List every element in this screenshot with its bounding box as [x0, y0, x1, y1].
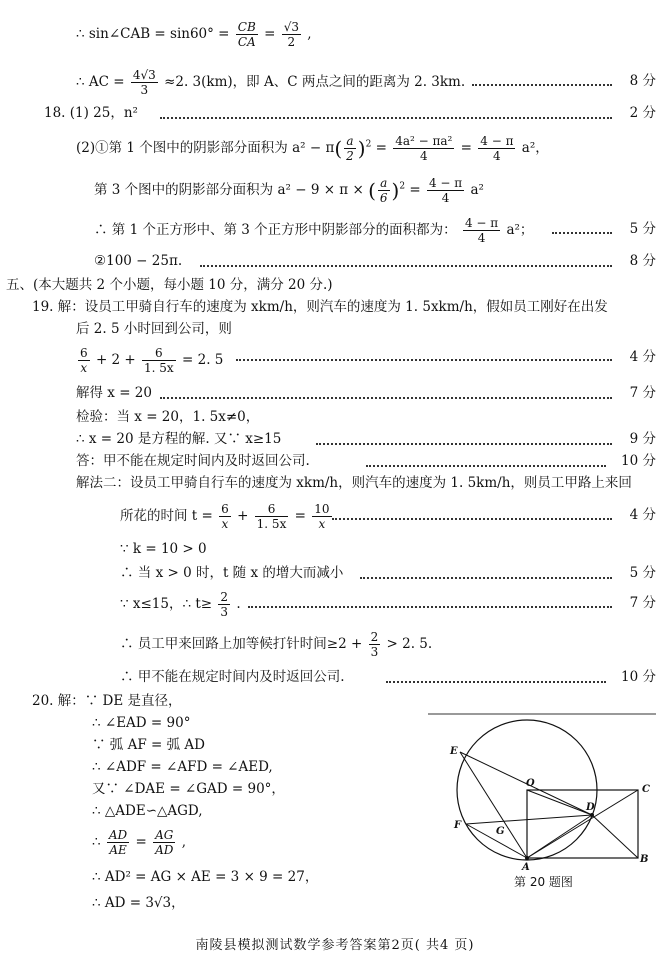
q19-m2-bound — [120, 590, 241, 619]
score: 4 分 — [629, 507, 656, 523]
score: 8 分 — [629, 73, 656, 89]
segment-ac — [527, 790, 638, 858]
text: = 2. 5 — [182, 352, 224, 368]
score: 10 分 — [621, 453, 656, 469]
text: a²； — [506, 222, 534, 238]
q20-l7 — [92, 828, 186, 857]
fraction: $\frac{2}{3}$ — [220, 590, 229, 619]
text: = — [135, 834, 152, 850]
q19-method2: 解法二：设员工甲骑自行车的速度为 xkm/h，则汽车的速度为 1. 5km/h，则员工甲路上来回 — [76, 475, 632, 491]
text: ∴ sin∠CAB = sin60° = — [76, 26, 234, 42]
text: = — [264, 26, 280, 42]
text: , — [307, 26, 312, 42]
label-f: F — [454, 820, 462, 831]
q20-l8: ∴ AD² = AG × AE = 3 × 9 = 27， — [92, 869, 319, 885]
q19-check: 检验：当 x = 20，1. 5x≠0， — [76, 409, 260, 425]
q19-m2-answer: ∴ 甲不能在规定时间内及时返回公司. — [120, 669, 345, 685]
q20-l6: ∴ △ADE∽△AGD, — [92, 803, 203, 819]
q19-root: ∴ x = 20 是方程的解. 又∵ x≥15 — [76, 431, 282, 447]
text: ≈2. 3(km)，即 A、C 两点之间的距离为 2. 3km. — [164, 74, 466, 90]
fraction: $\frac{4 - \pi}{4}$ — [480, 134, 514, 163]
text: = — [294, 508, 311, 524]
text: ∵ x≤15，∴ t≥ — [120, 596, 213, 612]
label-d: D — [586, 802, 595, 813]
q20-l9: ∴ AD = 3√3， — [92, 895, 185, 911]
geometry-diagram — [428, 712, 658, 892]
score: 7 分 — [629, 385, 656, 401]
fraction: $\frac{√3}{2}$ — [283, 20, 299, 49]
score: 8 分 — [629, 253, 656, 269]
text: 所花的时间 t = — [120, 508, 218, 524]
point-a-dot — [525, 856, 529, 860]
label-o: O — [526, 778, 535, 789]
q18-conclusion — [94, 216, 533, 245]
fraction: $\frac{CB}{CA}$ — [237, 20, 256, 49]
q19-solve: 解得 x = 20 — [76, 385, 152, 401]
text: = — [409, 182, 425, 198]
score: 5 分 — [629, 565, 656, 581]
score: 2 分 — [629, 105, 656, 121]
text: ∴ 员工甲来回路上加等候打针时间≥2 + — [120, 636, 367, 652]
line-ac-value — [76, 68, 465, 97]
leader-dots — [386, 681, 606, 684]
score: 7 分 — [629, 595, 656, 611]
page-footer: 南陵县模拟测试数学参考答案第2页( 共4 页) — [195, 938, 475, 953]
leader-dots — [200, 265, 612, 268]
label-c: C — [642, 784, 650, 795]
fraction: $\frac{6}{1. 5x}$ — [256, 502, 287, 531]
text: ∴ 第 1 个正方形中、第 3 个正方形中阴影部分的面积都为： — [94, 222, 457, 238]
text: (2)①第 1 个图中的阴影部分面积为 a² − π — [76, 140, 335, 156]
q18-part2-2: ②100 − 25π. — [94, 253, 183, 269]
text: + — [237, 508, 253, 524]
q20-l1: 20. 解：∵ DE 是直径， — [32, 693, 182, 709]
section-heading: 五、(本大题共 2 个小题，每小题 10 分，满分 20 分.) — [6, 277, 333, 293]
q19-intro-2: 后 2. 5 小时回到公司，则 — [76, 321, 232, 337]
score: 9 分 — [629, 431, 656, 447]
fraction: $\frac{a}{6}$ — [379, 176, 388, 205]
fraction: $\frac{a}{2}$ — [346, 134, 354, 163]
fraction: $\frac{AD}{AE}$ — [108, 828, 128, 857]
leader-dots — [360, 577, 612, 580]
leader-dots — [332, 518, 612, 521]
q20-l4: ∴ ∠ADF = ∠AFD = ∠AED, — [92, 759, 273, 775]
point-d-dot — [590, 813, 594, 817]
label-b: B — [640, 854, 649, 865]
q19-answer: 答：甲不能在规定时间内及时返回公司. — [76, 453, 310, 469]
q19-m2-total — [120, 630, 432, 659]
q18-part1: 18. (1) 25，n² — [44, 105, 138, 121]
text: ∴ AC = — [76, 74, 129, 90]
fraction: $\frac{4 - \pi}{4}$ — [464, 216, 499, 245]
fraction: $\frac{\text{4a² − πa²}}{4}$ — [395, 134, 453, 163]
text: > 2. 5. — [386, 636, 433, 652]
fraction: $\frac{6}{1. 5x}$ — [144, 346, 174, 375]
text: a²， — [521, 140, 549, 156]
q19-m2-k: ∵ k = 10 > 0 — [120, 541, 207, 557]
leader-dots — [160, 397, 612, 400]
label-e: E — [450, 746, 458, 757]
text: . — [236, 596, 241, 612]
segment-db — [592, 815, 638, 858]
fraction: $\frac{6}{x}$ — [221, 502, 229, 531]
text: ∴ — [92, 834, 105, 850]
label-g: G — [496, 826, 505, 837]
leader-dots — [472, 84, 612, 87]
q18-part2-fig1: (2)①第 1 个图中的阴影部分面积为 a² − π( $\frac{a}{2}$ )$^2$ = $\frac{\text{4a² − πa²}}{4}$ = $\frac{4 - \pi}{4}$ a²， — [76, 134, 549, 163]
fraction: $\frac{4 - \pi}{4}$ — [428, 176, 463, 205]
q20-l3: ∵ 弧 AF = 弧 AD — [92, 737, 205, 753]
text: 第 3 个图中的阴影部分面积为 a² − 9 × π × — [94, 182, 369, 198]
score: 10 分 — [621, 669, 656, 685]
fraction: $\frac{2}{3}$ — [370, 630, 379, 659]
q19-equation — [76, 346, 223, 375]
q18-part2-fig3: 第 3 个图中的阴影部分面积为 a² − 9 × π × ( $\frac{a}{6}$ )$^2$ = $\frac{4 - \pi}{4}$ a² — [94, 176, 484, 205]
leader-dots — [160, 117, 612, 120]
figure-caption: 第 20 题图 — [514, 875, 573, 889]
leader-dots — [316, 443, 612, 446]
text: a² — [470, 182, 484, 198]
fraction: $\frac{4√3}{3}$ — [132, 68, 156, 97]
q20-l5: 又∵ ∠DAE = ∠GAD = 90°， — [92, 781, 285, 797]
fraction: $\frac{6}{x}$ — [80, 346, 88, 375]
line-sin-cab — [76, 20, 312, 49]
figure-20 — [428, 712, 658, 892]
segment-od — [527, 790, 592, 815]
fraction: $\frac{10}{x}$ — [314, 502, 330, 531]
leader-dots — [236, 359, 612, 362]
text: = — [375, 140, 392, 156]
leader-dots — [366, 465, 606, 468]
q19-intro: 19. 解：设员工甲骑自行车的速度为 xkm/h，则汽车的速度为 1. 5xkm/h，假如员工刚好在出发 — [32, 299, 608, 315]
score: 4 分 — [629, 349, 656, 365]
score: 5 分 — [629, 221, 656, 237]
q20-l2: ∴ ∠EAD = 90° — [92, 715, 191, 731]
q19-m2-time — [120, 502, 334, 531]
q19-m2-decrease: ∴ 当 x > 0 时，t 随 x 的增大而减小 — [120, 565, 344, 581]
fraction: $\frac{AG}{AD}$ — [155, 828, 174, 857]
text: + 2 + — [95, 352, 141, 368]
text: = — [460, 140, 477, 156]
text: , — [181, 834, 186, 850]
leader-dots — [552, 232, 612, 235]
segment-fd — [466, 815, 592, 824]
leader-dots — [248, 606, 612, 609]
label-a: A — [522, 862, 530, 873]
